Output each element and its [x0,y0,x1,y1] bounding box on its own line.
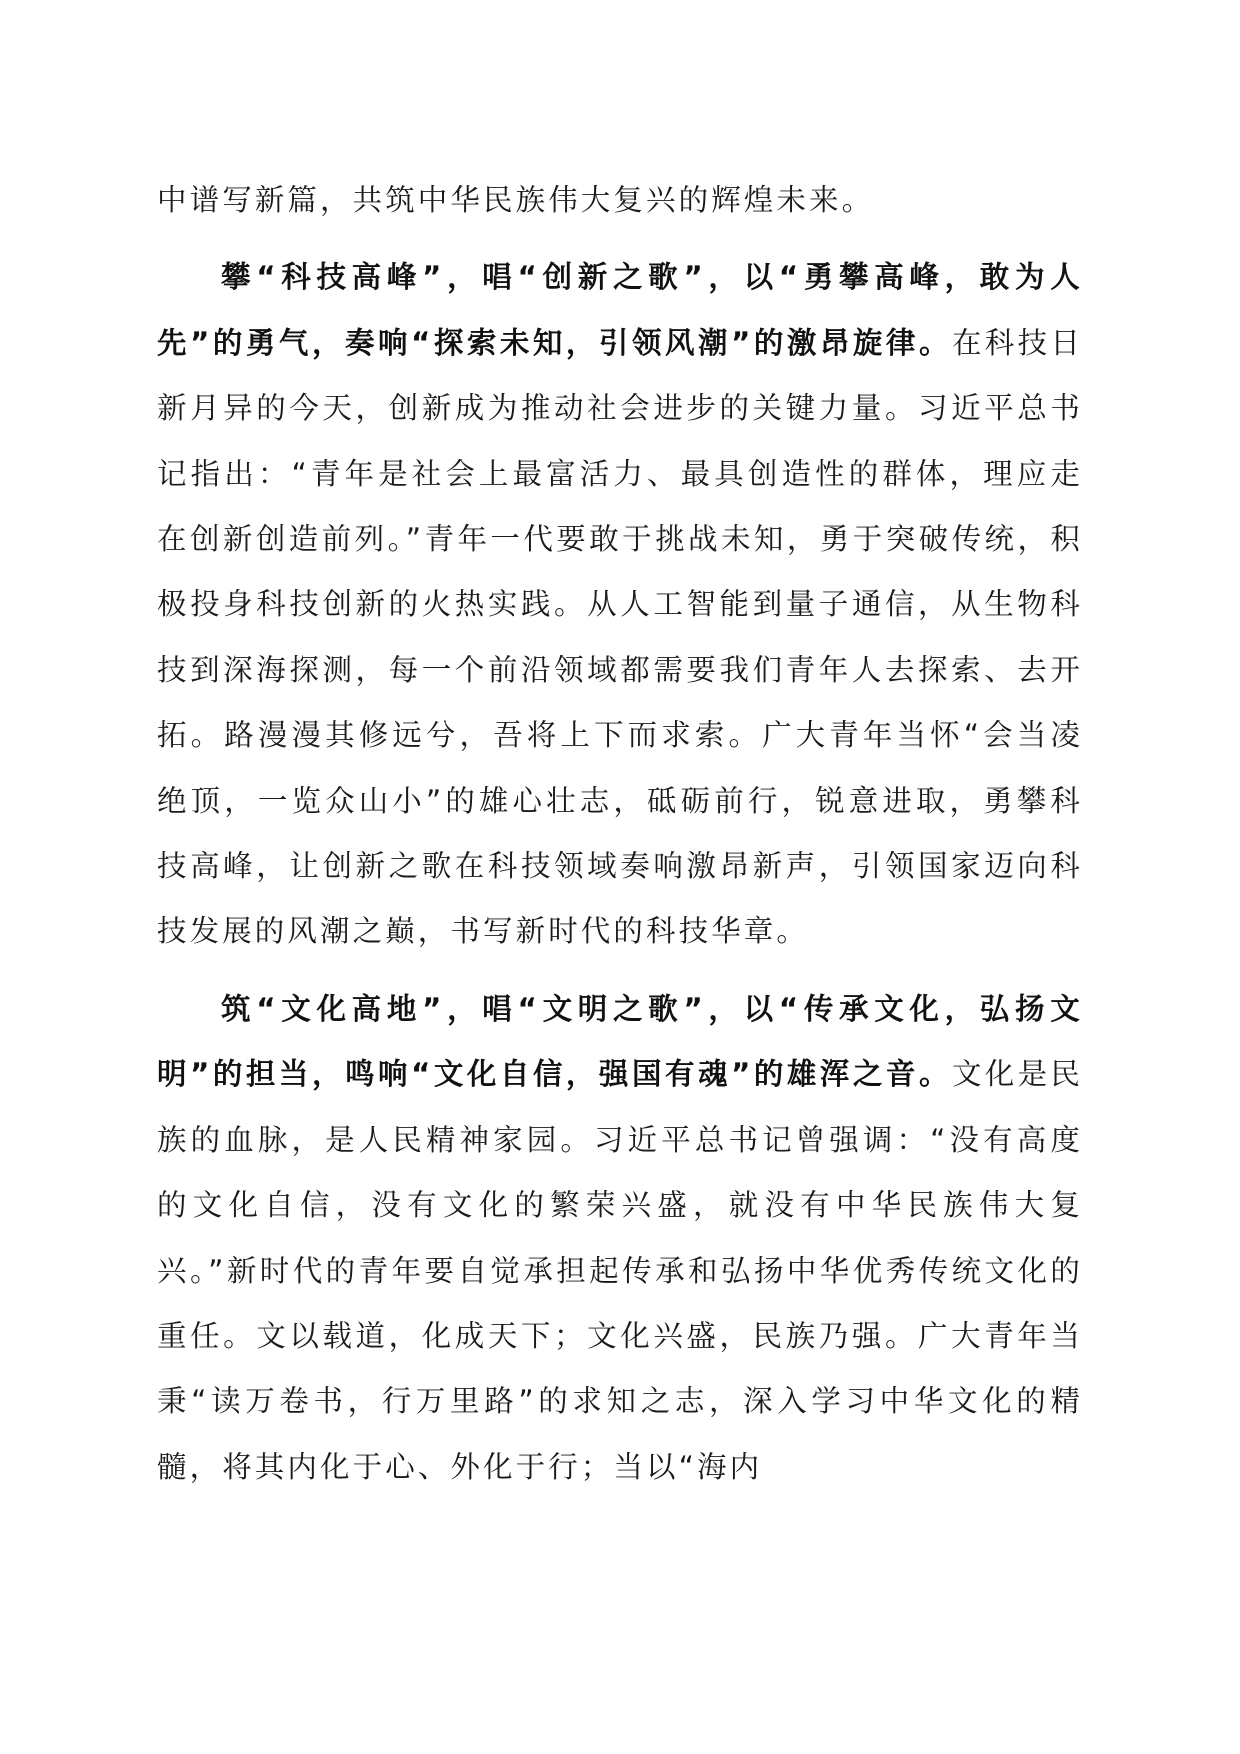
section-body-culture: 文化是民族的血脉，是人民精神家园。习近平总书记曾强调：“没有高度的文化自信，没有文化的繁荣兴盛，就没有中华民族伟大复兴。”新时代的青年要自觉承担起传承和弘扬中华优秀传统文化的重任。文以载道，化成天下；文化兴盛，民族乃强。广大青年当秉“读万卷书，行万里路”的求知之志，深入学习中华文化的精髓，将其内化于心、外化于行；当以“海内 [157,1057,1083,1484]
section-paragraph-culture [157,977,1083,1500]
continuation-text: 中谱写新篇，共筑中华民族伟大复兴的辉煌未来。 [157,183,875,217]
section-lead-tech: 攀“科技高峰”，唱“创新之歌”，以“勇攀高峰，敢为人先”的勇气，奏响“探索未知，引领风潮”的激昂旋律。 [157,260,1083,360]
document-body [157,168,1083,1500]
section-lead-culture: 筑“文化高地”，唱“文明之歌”，以“传承文化，弘扬文明”的担当，鸣响“文化自信，强国有魂”的雄浑之音。 [157,991,1083,1092]
section-paragraph-tech [157,245,1083,964]
section-body-tech: 在科技日新月异的今天，创新成为推动社会进步的关键力量。习近平总书记指出：“青年是社会上最富活力、最具创造性的群体，理应走在创新创造前列。”青年一代要敢于挑战未知，勇于突破传统，积极投身科技创新的火热实践。从人工智能到量子通信，从生物科技到深海探测，每一个前沿领域都需要我们青年人去探索、去开拓。路漫漫其修远兮，吾将上下而求索。广大青年当怀“会当凌绝顶，一览众山小”的雄心壮志，砥砺前行，锐意进取，勇攀科技高峰，让创新之歌在科技领域奏响激昂新声，引领国家迈向科技发展的风潮之巅，书写新时代的科技华章。 [157,325,1083,949]
continuation-paragraph [157,168,1083,233]
